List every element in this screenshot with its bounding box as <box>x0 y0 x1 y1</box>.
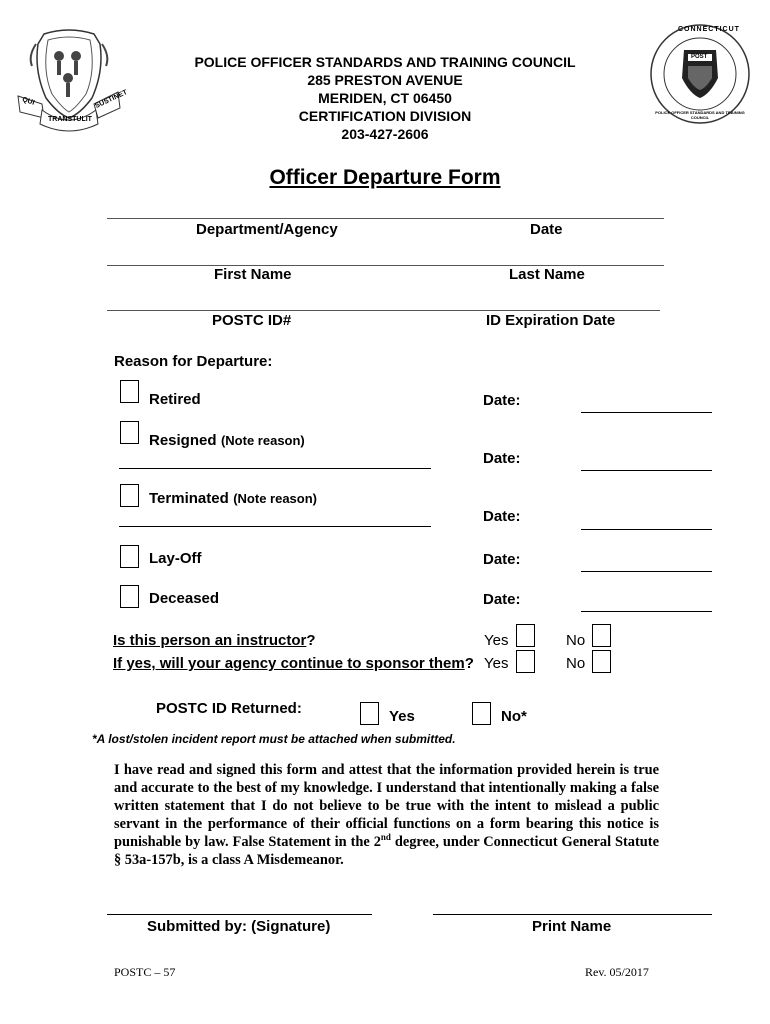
id-returned-no-label: No* <box>501 708 527 725</box>
resigned-date-line[interactable] <box>581 470 712 471</box>
sponsor-no-checkbox[interactable] <box>592 650 611 673</box>
resigned-reason-line[interactable] <box>119 468 431 469</box>
id-returned-yes-label: Yes <box>389 708 415 725</box>
post-seal-center-text: POST <box>691 54 708 60</box>
revision: Rev. 05/2017 <box>585 965 649 979</box>
attestation-text-part2: degree, under Connecticut General Statute § 53a-157b, is a class A Misdemeanor. <box>114 834 659 868</box>
instructor-no-checkbox[interactable] <box>592 624 611 647</box>
id-expiration-label: ID Expiration Date <box>486 312 616 329</box>
resigned-text: Resigned <box>149 432 217 449</box>
instructor-no-label: No <box>566 632 586 649</box>
attestation-text <box>114 761 659 869</box>
org-city: MERIDEN, CT 06450 <box>318 90 452 106</box>
instructor-question-mark: ? <box>306 632 316 649</box>
postc-id-line[interactable] <box>107 310 660 311</box>
retired-label: Retired <box>149 391 201 408</box>
resigned-label <box>149 432 305 450</box>
org-division: CERTIFICATION DIVISION <box>298 108 472 124</box>
org-name: POLICE OFFICER STANDARDS AND TRAINING COUNCIL <box>194 54 576 70</box>
layoff-label: Lay-Off <box>149 550 202 567</box>
id-returned-no-checkbox[interactable] <box>472 702 491 725</box>
resigned-date-label: Date: <box>483 450 521 467</box>
retired-date-label: Date: <box>483 392 521 409</box>
form-number: POSTC – 57 <box>114 965 176 979</box>
terminated-text: Terminated <box>149 490 229 507</box>
terminated-date-label: Date: <box>483 508 521 525</box>
attestation-text-part1: I have read and signed this form and attest that the information provided herein is true and accurate to the best of my knowledge. I understand that intentionally making a false written statement that I do not believe to be true with the intent to mislead a public servant in the performance of their official functions on a form bearing this notice is punishable by law. False Statement in the 2 <box>114 762 659 850</box>
deceased-checkbox[interactable] <box>120 585 139 608</box>
terminated-note: (Note reason) <box>233 491 317 506</box>
seal-motto-word: QUI <box>21 96 36 107</box>
instructor-yes-checkbox[interactable] <box>516 624 535 647</box>
id-returned-yes-checkbox[interactable] <box>360 702 379 725</box>
layoff-date-label: Date: <box>483 551 521 568</box>
post-seal-ring-text: POLICE OFFICER STANDARDS AND TRAINING COUNCIL <box>655 110 745 120</box>
layoff-date-line[interactable] <box>581 571 712 572</box>
department-label: Department/Agency <box>196 221 338 238</box>
sponsor-question-text: If yes, will your agency continue to sponsor them <box>113 655 465 672</box>
first-name-label: First Name <box>214 266 292 283</box>
seal-motto-word: SUSTINET <box>94 89 129 110</box>
last-name-label: Last Name <box>509 266 585 283</box>
sponsor-question <box>113 655 474 672</box>
layoff-checkbox[interactable] <box>120 545 139 568</box>
instructor-question <box>113 632 316 649</box>
terminated-date-line[interactable] <box>581 529 712 530</box>
terminated-reason-line[interactable] <box>119 526 431 527</box>
page-title: Officer Departure Form <box>269 166 501 189</box>
sponsor-yes-checkbox[interactable] <box>516 650 535 673</box>
deceased-date-label: Date: <box>483 591 521 608</box>
signature-line[interactable] <box>107 914 372 915</box>
print-name-label: Print Name <box>532 918 612 935</box>
instructor-yes-label: Yes <box>484 632 509 649</box>
sponsor-no-label: No <box>566 655 586 672</box>
terminated-checkbox[interactable] <box>120 484 139 507</box>
department-date-line[interactable] <box>107 218 664 219</box>
id-returned-label: POSTC ID Returned: <box>156 700 302 717</box>
attestation-sup: nd <box>380 832 391 843</box>
resigned-checkbox[interactable] <box>120 421 139 444</box>
post-seal-top-text: CONNECTICUT <box>678 26 740 33</box>
deceased-date-line[interactable] <box>581 611 712 612</box>
postc-id-label: POSTC ID# <box>212 312 292 329</box>
resigned-note: (Note reason) <box>220 433 305 448</box>
deceased-label: Deceased <box>149 590 220 607</box>
retired-date-line[interactable] <box>581 412 712 413</box>
org-address: 285 PRESTON AVENUE <box>307 72 463 88</box>
print-name-line[interactable] <box>433 914 712 915</box>
submitted-by-label: Submitted by: (Signature) <box>147 918 331 935</box>
sponsor-yes-label: Yes <box>484 655 509 672</box>
lost-stolen-note: *A lost/stolen incident report must be attached when submitted. <box>92 732 456 746</box>
sponsor-question-mark: ? <box>464 655 474 672</box>
reason-heading: Reason for Departure: <box>114 353 273 370</box>
instructor-question-text: Is this person an instructor <box>113 632 307 649</box>
org-phone: 203-427-2606 <box>341 126 429 142</box>
terminated-label <box>149 490 317 508</box>
date-label: Date <box>530 221 563 238</box>
seal-motto-word: TRANSTULIT <box>48 116 92 123</box>
retired-checkbox[interactable] <box>120 380 139 403</box>
